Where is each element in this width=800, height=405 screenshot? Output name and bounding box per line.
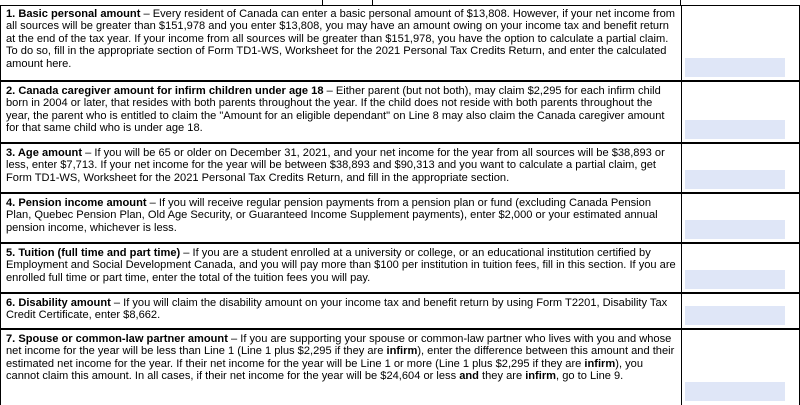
line-3-text — [6, 147, 676, 184]
line-1-body: – Every resident of Canada can enter a basic personal amount of $13,808. However, if your net income from all sources will be greater than $151,978 and you enter $13,808, you may have an amount owing on your income tax and benefit return at the end of the tax year. If your income from all sources will be greater than $151,978, you have the option to calculate a partial claim. To do so, fill in the appropriate section of Form TD1-WS, Worksheet for the 2021 Personal Tax Credits Return, and enter the calculated amount here. — [6, 8, 676, 70]
line-7-emphasis-infirm: infirm — [386, 345, 418, 358]
line-2-title: 2. Canada caregiver amount for infirm children under age 18 — [6, 85, 324, 97]
column-divider — [681, 194, 682, 242]
line-4-title: 4. Pension income amount — [6, 197, 147, 209]
line-6-title: 6. Disability amount — [6, 297, 111, 309]
line-7-body-5: , go to Line 9. — [556, 370, 624, 383]
line-3-title: 3. Age amount — [6, 147, 83, 159]
line-3-amount-field[interactable] — [685, 170, 785, 189]
line-1-title: 1. Basic personal amount — [6, 8, 141, 20]
line-6-amount-field[interactable] — [685, 306, 785, 325]
line-1-amount-field[interactable] — [685, 58, 785, 77]
line-5-tuition — [0, 244, 800, 294]
line-3-body: – If you will be 65 or older on December 31, 2021, and your net income for the year from all sources will be $38,893 or less, enter $7,713. If your net income for the year will be between $38,893 and $90,313 and you want to calculate a partial claim, get Form TD1-WS, Worksheet for the 2021 Personal Tax Credits Return, and fill in the appropriate section. — [6, 147, 665, 184]
line-1-text — [6, 8, 676, 70]
line-4-body: – If you will receive regular pension payments from a pension plan or fund (excluding Canada Pension Plan, Quebec Pension Plan, Old Age Security, or Guaranteed Income Supplement payments), enter $2,000 or your estimated annual pension income, whichever is less. — [6, 197, 658, 234]
line-7-emphasis-and: and — [459, 370, 479, 383]
column-divider — [681, 5, 682, 80]
line-5-amount-field[interactable] — [685, 270, 785, 289]
line-4-pension-income-amount — [0, 194, 800, 244]
line-2-text — [6, 85, 676, 135]
line-7-spouse-amount — [0, 330, 800, 405]
line-2-body: – Either parent (but not both), may claim $2,295 for each infirm child born in 2004 or later, that resides with both parents throughout the year. If the child does not reside with both parents throughout the year, the parent who is entitled to claim the "Amount for an eligible dependant" on Line 8 may also claim the Canada caregiver amount for that same child who is under age 18. — [6, 85, 665, 135]
line-6-body: – If you will claim the disability amount on your income tax and benefit return by using Form T2201, Disability Tax Credit Certificate, enter $8,662. — [6, 297, 668, 322]
line-7-body-4: they are — [478, 370, 526, 383]
line-7-amount-field[interactable] — [685, 382, 785, 401]
line-7-emphasis-infirm: infirm — [584, 357, 616, 370]
line-2-amount-field[interactable] — [685, 120, 785, 139]
line-6-text — [6, 297, 676, 322]
line-7-title: 7. Spouse or common-law partner amount — [6, 333, 228, 345]
line-3-age-amount — [0, 144, 800, 194]
column-divider — [681, 144, 682, 192]
line-4-text — [6, 197, 676, 234]
line-1-basic-personal-amount — [0, 5, 800, 82]
line-5-body: – If you are a student enrolled at a university or college, or an educational institution certified by Employment and Social Development Canada, and you will pay more than $100 per institution in tuition fees, fill in this section. If you are enrolled full time or part time, enter the total of the tuition fees you will pay. — [6, 247, 676, 284]
line-5-text — [6, 247, 676, 284]
column-divider — [681, 294, 682, 328]
line-5-title: 5. Tuition (full time and part time) — [6, 247, 181, 259]
line-7-body-2: ), enter the difference between this amount and their estimated net income for the year. If their net income for the year will be Line 1 or more (Line 1 plus $2,295 if they are — [6, 345, 675, 370]
line-7-body-3: ), you cannot claim this amount. In all cases, if their net income for the year will be $24,604 or less — [6, 357, 643, 383]
column-divider — [681, 82, 682, 142]
line-2-canada-caregiver-amount — [0, 82, 800, 144]
column-divider — [681, 330, 682, 405]
line-6-disability-amount — [0, 294, 800, 330]
line-7-body-1: – If you are supporting your spouse or common-law partner who lives with you and whose net income for the year will be less than Line 1 (Line 1 plus $2,295 if they are — [6, 333, 672, 358]
line-4-amount-field[interactable] — [685, 220, 785, 239]
line-7-emphasis-infirm: infirm — [525, 370, 557, 383]
line-7-text — [6, 333, 676, 383]
column-divider — [681, 244, 682, 292]
